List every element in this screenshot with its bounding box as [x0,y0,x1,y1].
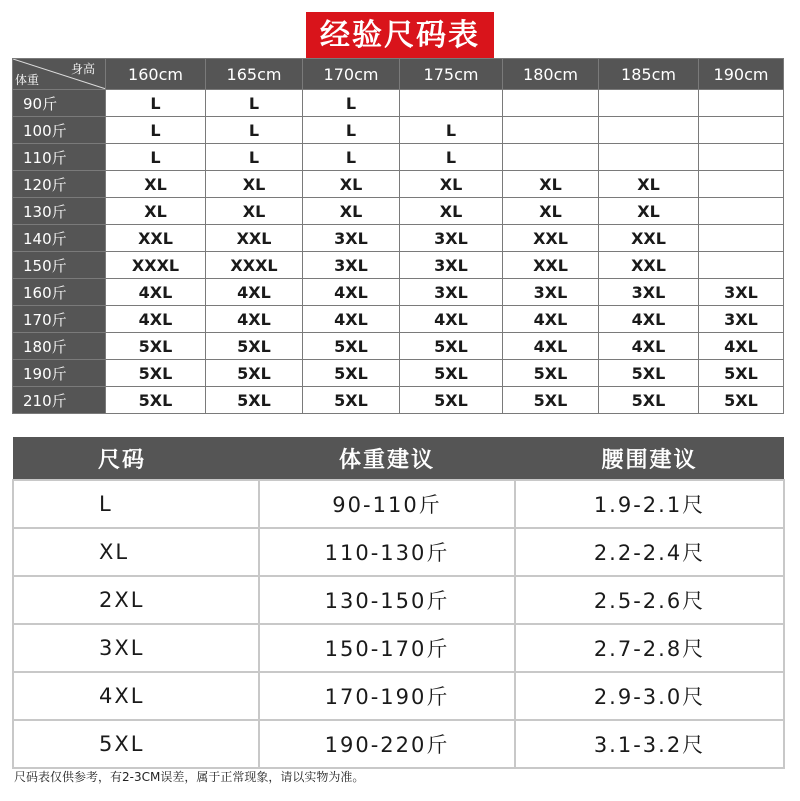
size-cell: XXL [503,225,599,252]
grid-corner-cell [13,59,106,90]
size-cell: XL [106,198,206,225]
weight-label-cell: 170斤 [13,306,106,333]
guide-row [13,624,784,672]
size-cell: 5XL [503,360,599,387]
size-cell: XXL [599,252,699,279]
size-cell: L [206,117,303,144]
guide-waist-cell: 2.7-2.8尺 [515,624,784,672]
size-cell: 3XL [503,279,599,306]
guide-waist-cell: 2.5-2.6尺 [515,576,784,624]
guide-weight-cell: 90-110斤 [259,480,515,528]
size-guide-table [12,437,785,769]
grid-row [13,306,784,333]
grid-row [13,360,784,387]
size-cell: L [400,117,503,144]
size-cell: 5XL [303,333,400,360]
guide-header-size: 尺码 [13,437,259,480]
height-header-cell: 175cm [400,59,503,90]
grid-row [13,198,784,225]
size-cell: 4XL [599,306,699,333]
height-header-cell: 180cm [503,59,599,90]
size-cell: L [206,144,303,171]
size-cell: 5XL [106,387,206,414]
size-cell: 4XL [303,279,400,306]
size-cell: 3XL [400,225,503,252]
size-cell: 3XL [599,279,699,306]
size-cell: L [303,144,400,171]
height-header-cell: 160cm [106,59,206,90]
size-cell: XL [400,198,503,225]
size-cell: 4XL [503,306,599,333]
grid-row [13,333,784,360]
grid-row [13,144,784,171]
size-cell: 4XL [206,306,303,333]
grid-row [13,117,784,144]
guide-header-row [13,437,784,480]
size-cell: XL [503,198,599,225]
size-cell [699,171,784,198]
size-cell: 4XL [206,279,303,306]
size-cell [699,225,784,252]
size-cell: L [303,90,400,117]
title-container [0,12,800,60]
size-cell: XL [106,171,206,198]
guide-waist-cell: 2.9-3.0尺 [515,672,784,720]
weight-label-cell: 90斤 [13,90,106,117]
size-cell [699,198,784,225]
weight-label-cell: 150斤 [13,252,106,279]
size-cell: XXXL [206,252,303,279]
guide-row [13,720,784,768]
size-cell: 5XL [400,333,503,360]
guide-weight-cell: 170-190斤 [259,672,515,720]
size-cell: XXL [206,225,303,252]
weight-label-cell: 140斤 [13,225,106,252]
size-cell: XL [503,171,599,198]
weight-label-cell: 210斤 [13,387,106,414]
guide-weight-cell: 130-150斤 [259,576,515,624]
size-cell: XL [599,198,699,225]
guide-waist-cell: 2.2-2.4尺 [515,528,784,576]
weight-label-cell: 120斤 [13,171,106,198]
size-cell [503,144,599,171]
size-grid-table [12,58,784,414]
grid-row [13,90,784,117]
grid-header-row [13,59,784,90]
weight-label-cell: 110斤 [13,144,106,171]
size-cell [699,117,784,144]
disclaimer-note: 尺码表仅供参考，有2-3CM误差，属于正常现象，请以实物为准。 [14,770,365,784]
grid-row [13,387,784,414]
size-cell: 4XL [699,333,784,360]
guide-waist-cell: 1.9-2.1尺 [515,480,784,528]
size-cell: 4XL [106,306,206,333]
size-cell: 3XL [400,252,503,279]
size-cell: L [106,144,206,171]
corner-weight-label: 体重 [15,73,40,87]
size-cell: XXL [106,225,206,252]
grid-row [13,225,784,252]
size-cell: XXL [599,225,699,252]
guide-size-cell: XL [13,528,259,576]
grid-row [13,279,784,306]
size-cell [400,90,503,117]
size-cell: XL [303,198,400,225]
size-cell: 4XL [400,306,503,333]
height-header-cell: 170cm [303,59,400,90]
height-header-cell: 185cm [599,59,699,90]
grid-row [13,252,784,279]
size-cell: XL [599,171,699,198]
size-cell: 4XL [503,333,599,360]
guide-size-cell: 3XL [13,624,259,672]
size-cell: XL [206,198,303,225]
guide-size-cell: 4XL [13,672,259,720]
size-cell [599,90,699,117]
weight-label-cell: 160斤 [13,279,106,306]
size-cell: 5XL [699,360,784,387]
size-cell: 5XL [503,387,599,414]
size-cell [699,144,784,171]
size-cell: L [106,117,206,144]
size-cell: 5XL [303,387,400,414]
size-cell: 5XL [206,333,303,360]
size-cell: 4XL [303,306,400,333]
size-cell: XL [400,171,503,198]
guide-weight-cell: 110-130斤 [259,528,515,576]
weight-label-cell: 130斤 [13,198,106,225]
size-cell: 5XL [106,333,206,360]
size-cell: 5XL [206,387,303,414]
height-header-cell: 190cm [699,59,784,90]
weight-label-cell: 100斤 [13,117,106,144]
size-cell: 4XL [599,333,699,360]
size-cell [699,252,784,279]
size-cell: 3XL [400,279,503,306]
size-cell: XL [303,171,400,198]
size-cell [699,90,784,117]
size-cell: 3XL [303,225,400,252]
grid-row [13,171,784,198]
guide-size-cell: 2XL [13,576,259,624]
guide-weight-cell: 150-170斤 [259,624,515,672]
weight-label-cell: 190斤 [13,360,106,387]
guide-row [13,576,784,624]
size-cell [503,90,599,117]
size-cell: L [303,117,400,144]
size-cell: 5XL [599,360,699,387]
guide-row [13,672,784,720]
guide-header-waist: 腰围建议 [515,437,784,480]
size-cell: 4XL [106,279,206,306]
size-cell: L [206,90,303,117]
guide-size-cell: 5XL [13,720,259,768]
size-cell: 5XL [303,360,400,387]
guide-row [13,528,784,576]
page-title: 经验尺码表 [306,12,494,60]
size-cell: XXXL [106,252,206,279]
size-cell: XL [206,171,303,198]
size-cell [503,117,599,144]
size-cell: 5XL [599,387,699,414]
size-cell: 5XL [400,360,503,387]
guide-weight-cell: 190-220斤 [259,720,515,768]
size-cell: L [400,144,503,171]
height-header-cell: 165cm [206,59,303,90]
size-cell: 3XL [699,306,784,333]
guide-row [13,480,784,528]
size-cell: 5XL [206,360,303,387]
size-cell: 3XL [699,279,784,306]
guide-waist-cell: 3.1-3.2尺 [515,720,784,768]
size-cell: 3XL [303,252,400,279]
size-cell [599,144,699,171]
weight-label-cell: 180斤 [13,333,106,360]
corner-height-label: 身高 [70,62,95,76]
size-cell: 5XL [106,360,206,387]
size-cell: 5XL [400,387,503,414]
size-cell [599,117,699,144]
size-cell: L [106,90,206,117]
size-cell: XXL [503,252,599,279]
size-cell: 5XL [699,387,784,414]
guide-size-cell: L [13,480,259,528]
guide-header-weight: 体重建议 [259,437,515,480]
